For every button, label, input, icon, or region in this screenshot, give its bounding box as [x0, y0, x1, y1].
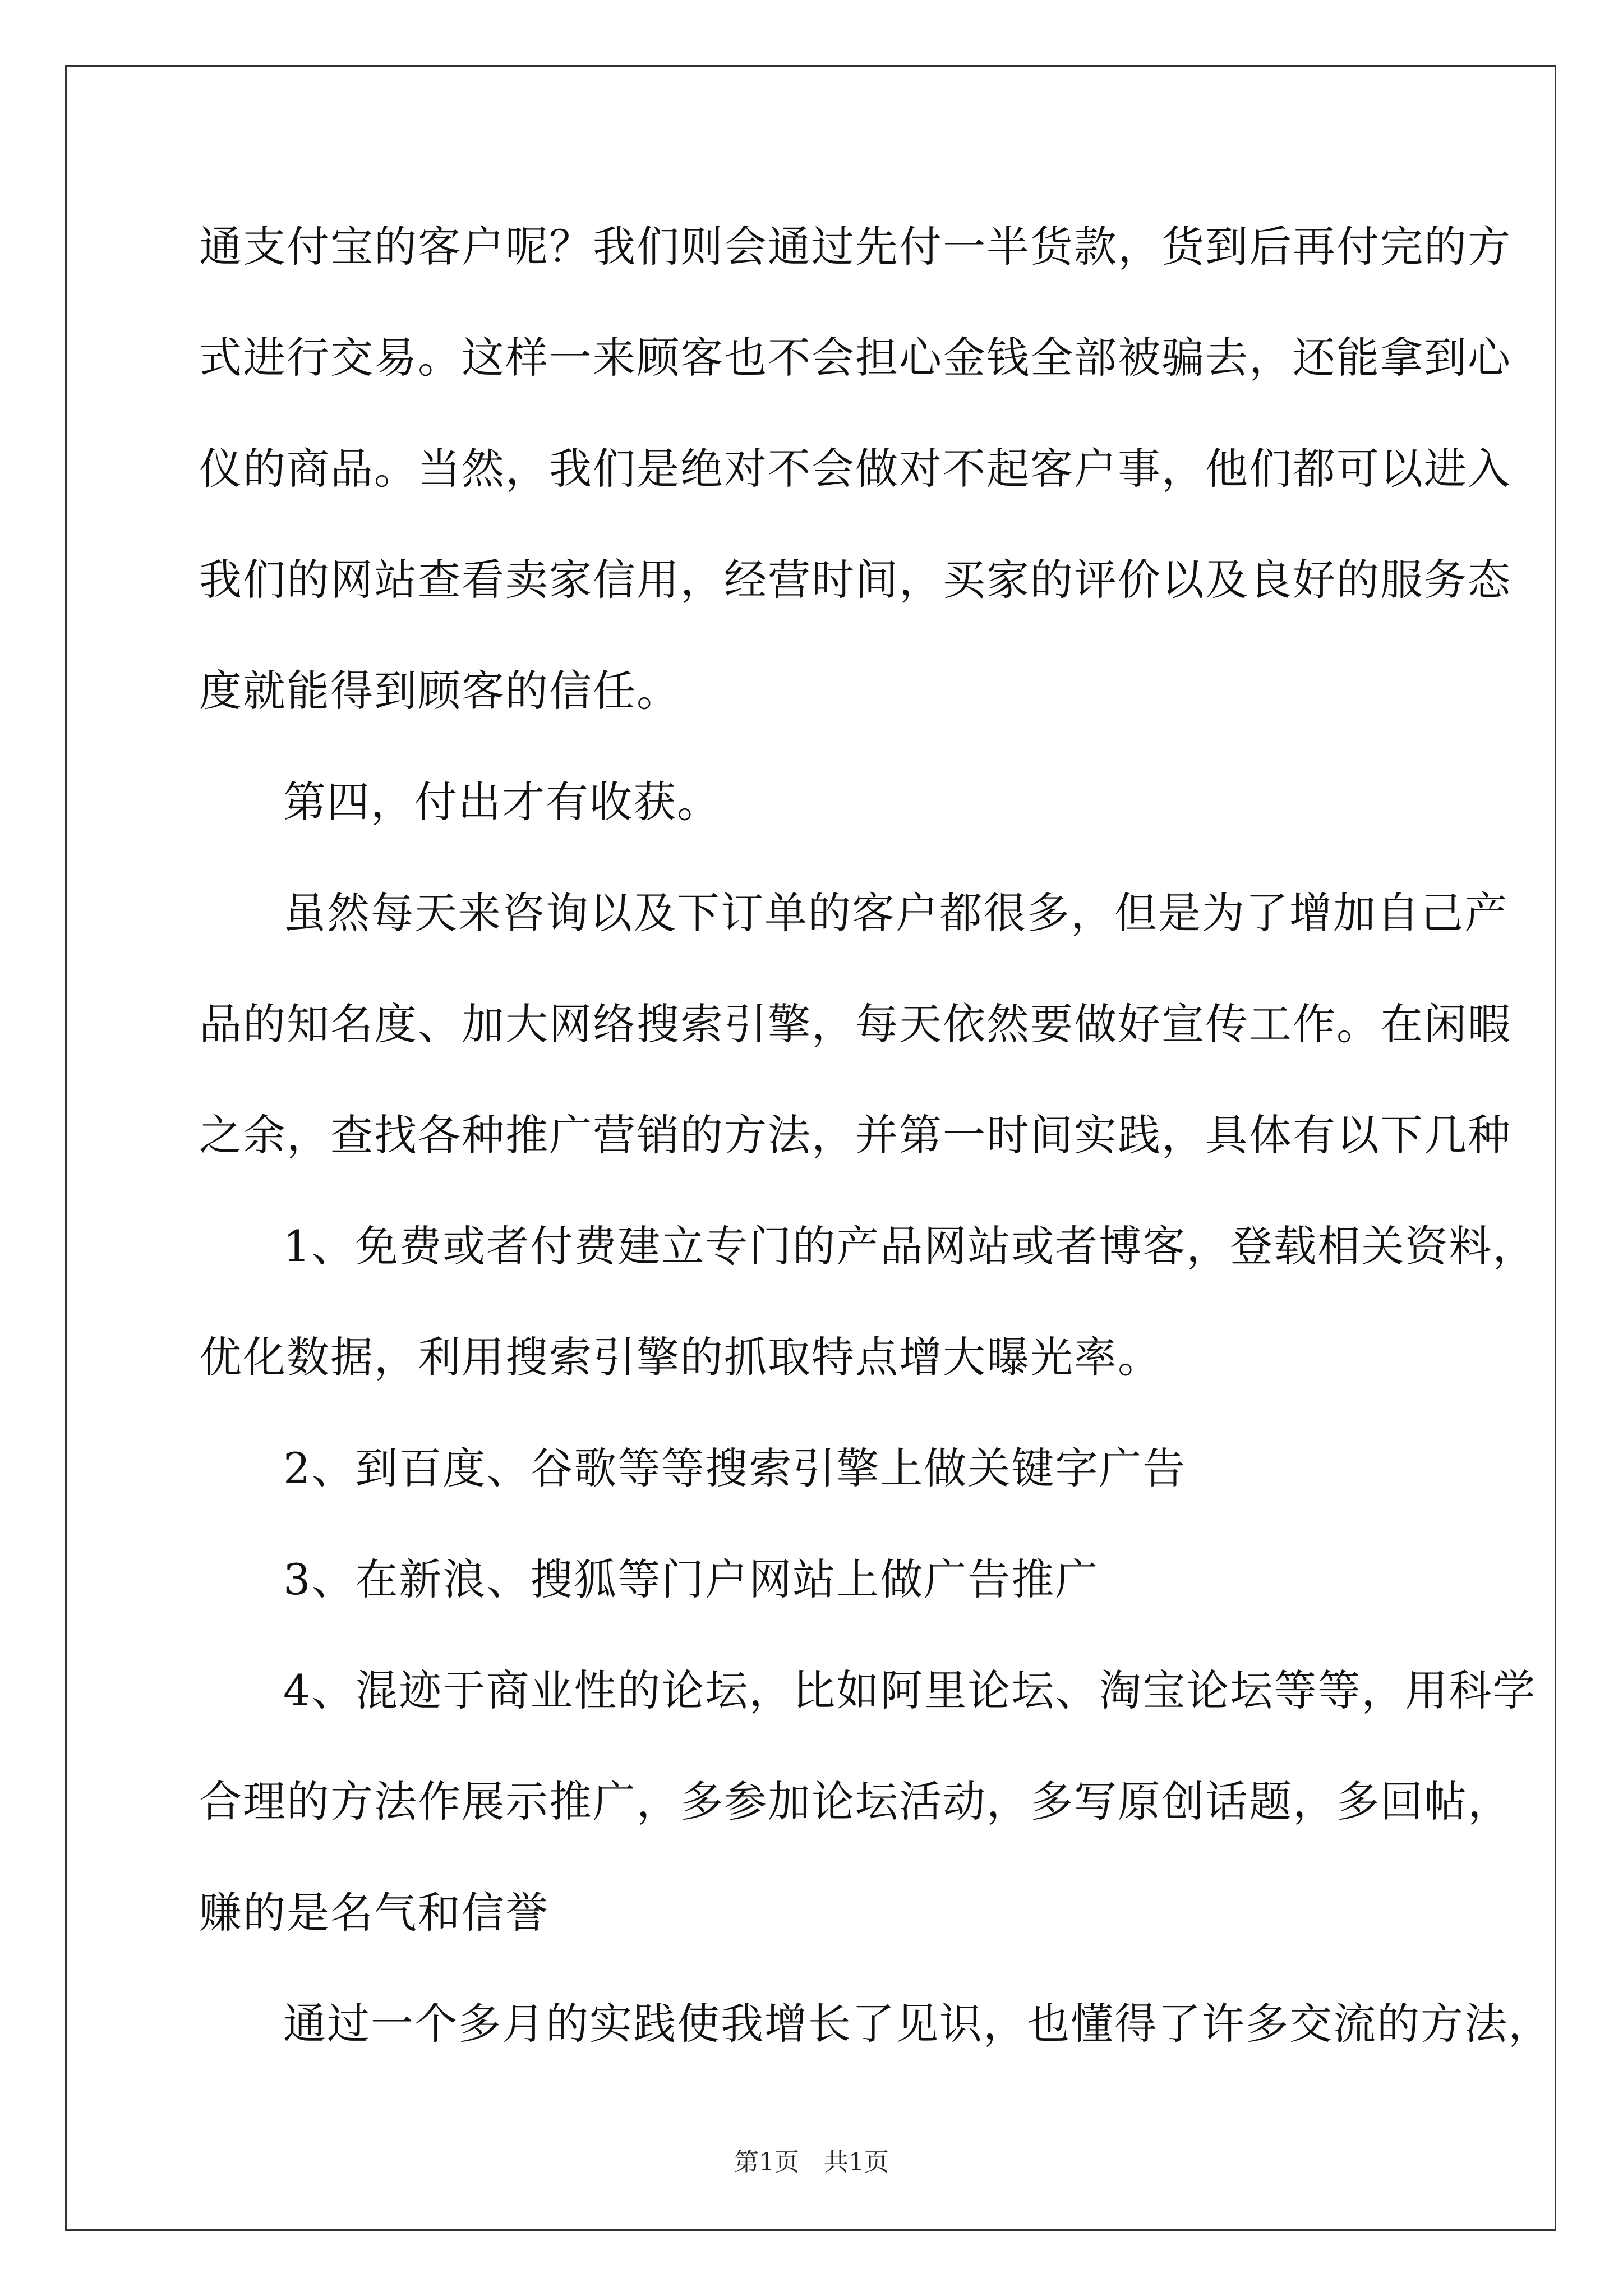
- list-item: 3、在新浪、搜狐等门户网站上做广告推广: [283, 1554, 1099, 1604]
- text-line: 品的知名度、加大网络搜索引擎，每天依然要做好宣传工作。在闲暇: [199, 999, 1511, 1049]
- list-item: 2、到百度、谷歌等等搜索引擎上做关键字广告: [283, 1443, 1187, 1493]
- text-line: 赚的是名气和信誉: [199, 1888, 549, 1938]
- text-line: 虽然每天来咨询以及下订单的客户都很多，但是为了增加自己产: [283, 888, 1508, 938]
- text-line: 通过一个多月的实践使我增长了见识，也懂得了许多交流的方法，: [283, 1999, 1552, 2049]
- text-line: 合理的方法作展示推广，多参加论坛活动，多写原创话题，多回帖，: [199, 1777, 1511, 1826]
- list-item: 1、免费或者付费建立专门的产品网站或者博客，登载相关资料，: [283, 1221, 1537, 1271]
- text-line: 之余，查找各种推广营销的方法，并第一时间实践，具体有以下几种: [199, 1110, 1511, 1160]
- text-line: 仪的商品。当然，我们是绝对不会做对不起客户事，他们都可以进入: [199, 444, 1511, 494]
- list-item: 4、混迹于商业性的论坛，比如阿里论坛、淘宝论坛等等，用科学: [283, 1665, 1537, 1715]
- text-line: 优化数据，利用搜索引擎的抓取特点增大曝光率。: [199, 1332, 1161, 1382]
- text-line: 通支付宝的客户呢？我们则会通过先付一半货款，货到后再付完的方: [199, 222, 1511, 272]
- text-line: 度就能得到顾客的信任。: [199, 666, 680, 716]
- text-line: 我们的网站查看卖家信用，经营时间，买家的评价以及良好的服务态: [199, 555, 1511, 605]
- section-heading: 第四，付出才有收获。: [283, 777, 721, 827]
- text-line: 式进行交易。这样一来顾客也不会担心金钱全部被骗去，还能拿到心: [199, 333, 1511, 383]
- page-number: 第1页 共1页: [734, 2148, 889, 2177]
